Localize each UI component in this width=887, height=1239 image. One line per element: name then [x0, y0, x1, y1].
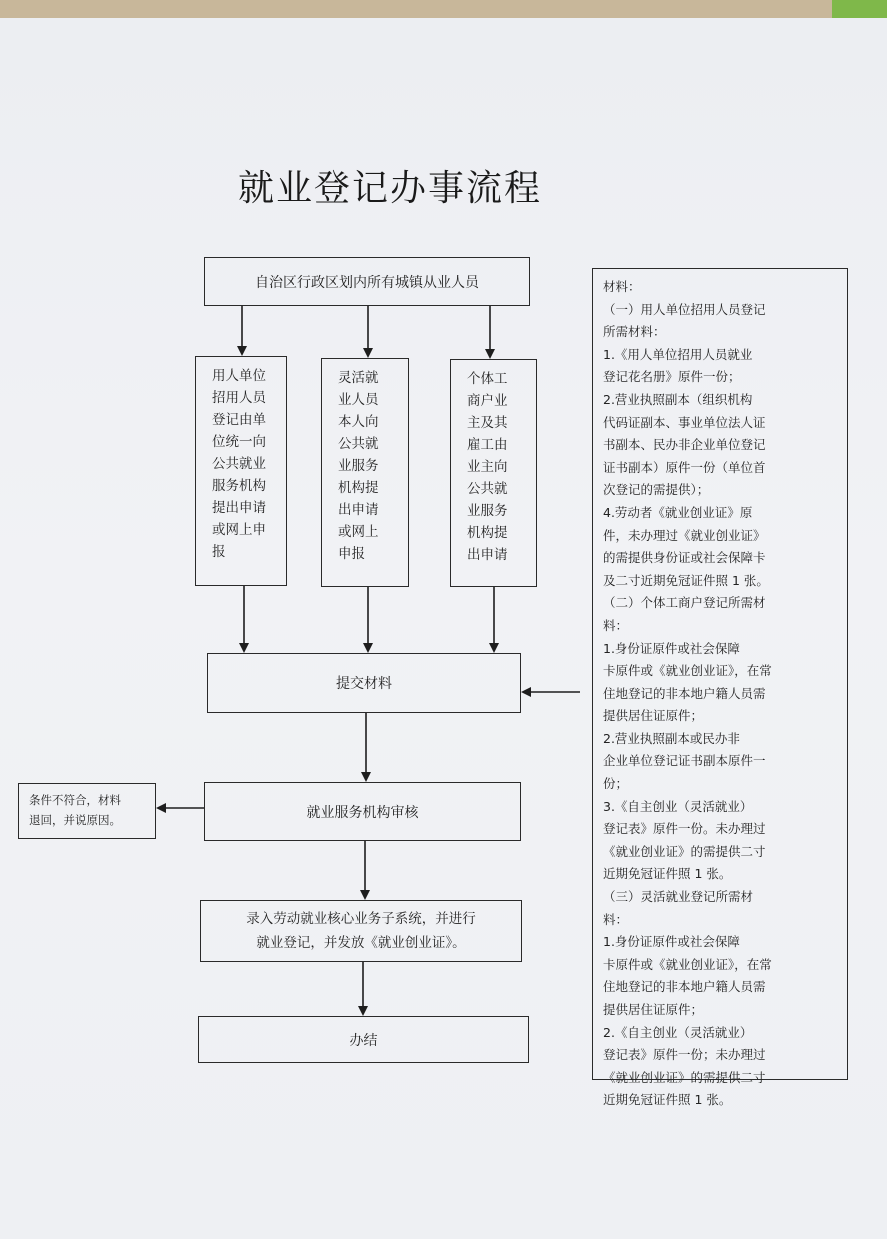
- submit-materials-box: 提交材料: [207, 653, 521, 713]
- flow-start-box: 自治区行政区划内所有城镇从业人员: [204, 257, 530, 306]
- branch-individual-box: 个体工 商户业 主及其 雇工由 业主向 公共就 业服务 机构提 出申请: [450, 359, 537, 587]
- reject-box: 条件不符合，材料 退回，并说原因。: [18, 783, 156, 839]
- review-box: 就业服务机构审核: [204, 782, 521, 841]
- done-box: 办结: [198, 1016, 529, 1063]
- materials-box: 材料： （一）用人单位招用人员登记 所需材料： 1.《用人单位招用人员就业 登记花名册》原件一份； 2.营业执照副本（组织机构 代码证副本、事业单位法人证 书副本、民办非企业单位登记 证书副本）原件一份（单位首 次登记的需提供）； 4.劳动者《就业创业证》原 件，未办理过《就业创业证》 的需提供身份证或社会保障卡 及二寸近期免冠证件照 1 张。 （二）个体工商户登记所需材 料： 1.身份证原件或社会保障 卡原件或《就业创业证》，在常 住地登记的非本地户籍人员需 提供居住证原件； 2.营业执照副本或民办非 企业单位登记证书副本原件一 份； 3.《自主创业（灵活就业） 登记表》原件一份。未办理过 《就业创业证》的需提供二寸 近期免冠证件照 1 张。 （三）灵活就业登记所需材 料： 1.身份证原件或社会保障 卡原件或《就业创业证》，在常 住地登记的非本地户籍人员需 提供居住证原件； 2.《自主创业（灵活就业） 登记表》原件一份；未办理过 《就业创业证》的需提供二寸 近期免冠证件照 1 张。: [592, 268, 848, 1080]
- branch-employer-box: 用人单位 招用人员 登记由单 位统一向 公共就业 服务机构 提出申请 或网上申 报: [195, 356, 287, 586]
- branch-flexible-box: 灵活就 业人员 本人向 公共就 业服务 机构提 出申请 或网上 申报: [321, 358, 409, 587]
- register-box: 录入劳动就业核心业务子系统，并进行 就业登记，并发放《就业创业证》。: [200, 900, 522, 962]
- page-title: 就业登记办事流程: [238, 168, 543, 209]
